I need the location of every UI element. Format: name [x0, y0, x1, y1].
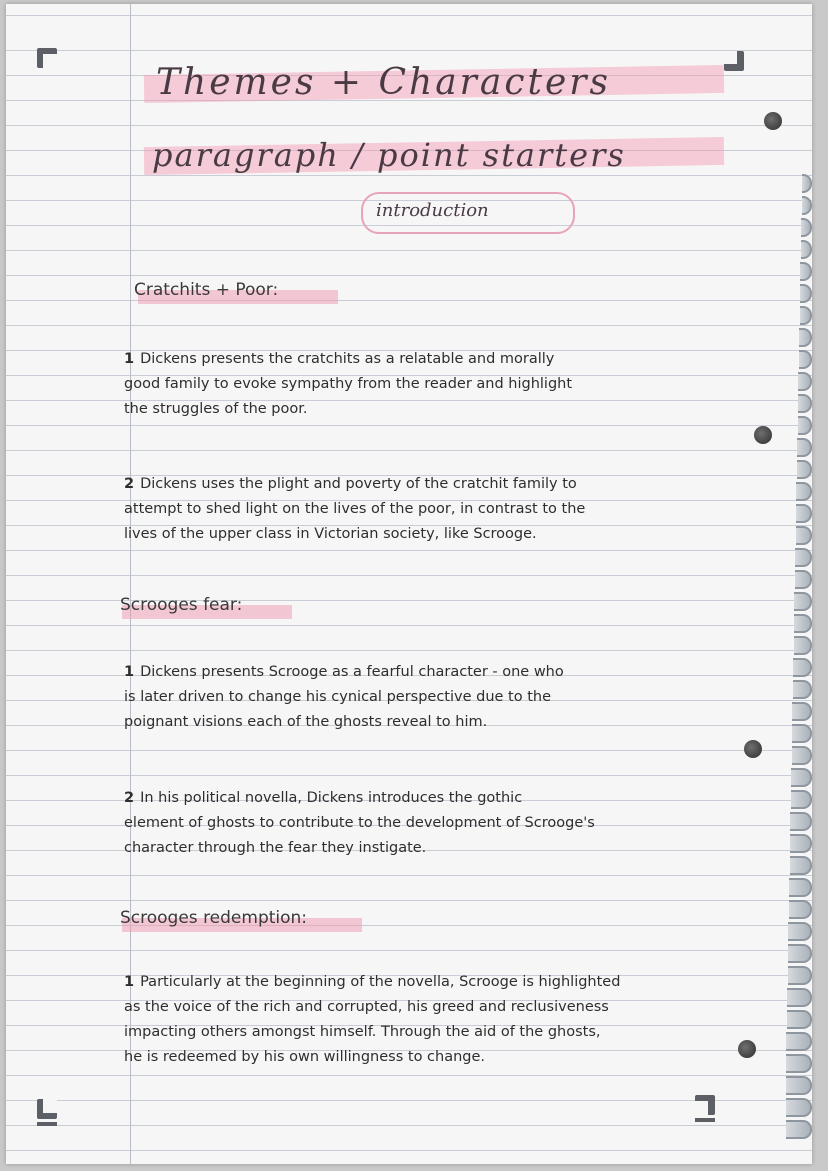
- spiral-ring: [796, 504, 812, 523]
- spiral-ring: [801, 218, 812, 237]
- punch-hole: [754, 426, 772, 444]
- spiral-ring: [802, 196, 812, 215]
- intro-label: introduction: [376, 200, 489, 221]
- spiral-ring: [789, 900, 812, 919]
- spiral-ring: [792, 702, 812, 721]
- point-line: In his political novella, Dickens introduces the gothic: [140, 790, 523, 806]
- spiral-ring: [800, 284, 812, 303]
- spiral-ring: [791, 768, 812, 787]
- point-line: as the voice of the rich and corrupted, his greed and reclusiveness: [124, 999, 609, 1015]
- point-line: is later driven to change his cynical perspective due to the: [124, 689, 552, 705]
- point-line: element of ghosts to contribute to the development of Scrooge's: [124, 815, 595, 831]
- point-line: attempt to shed light on the lives of the poor, in contrast to the: [124, 501, 586, 517]
- spiral-ring: [794, 592, 812, 611]
- corner-marker-bottom-right: [695, 1095, 715, 1115]
- point-cratchits-1: [124, 347, 794, 422]
- spiral-ring: [800, 306, 812, 325]
- corner-marker-bar-right: [695, 1118, 715, 1122]
- spiral-ring: [789, 878, 812, 897]
- point-line: poignant visions each of the ghosts reveal to him.: [124, 714, 488, 730]
- point-number: 2: [124, 790, 135, 806]
- spiral-ring: [799, 328, 812, 347]
- point-line: good family to evoke sympathy from the reader and highlight: [124, 376, 573, 392]
- spiral-ring: [794, 636, 812, 655]
- spiral-ring: [786, 1076, 812, 1095]
- point-fear-2: [124, 786, 794, 861]
- spiral-ring: [786, 1120, 812, 1139]
- spiral-ring: [792, 746, 812, 765]
- spiral-ring: [797, 438, 812, 457]
- spiral-ring: [800, 262, 812, 281]
- spiral-ring: [786, 1098, 812, 1117]
- spiral-ring: [798, 394, 812, 413]
- spiral-ring: [792, 724, 812, 743]
- point-line: Dickens presents the cratchits as a relatable and morally: [140, 351, 555, 367]
- point-line: Dickens presents Scrooge as a fearful character - one who: [140, 664, 564, 680]
- point-cratchits-2: [124, 472, 794, 547]
- point-line: Dickens uses the plight and poverty of the cratchit family to: [140, 476, 577, 492]
- spiral-ring: [799, 350, 812, 369]
- spiral-ring: [798, 416, 812, 435]
- punch-hole: [744, 740, 762, 758]
- spiral-ring: [793, 658, 812, 677]
- point-fear-1: [124, 660, 794, 735]
- section-heading-cratchits: Cratchits + Poor:: [134, 280, 279, 300]
- spiral-ring: [798, 372, 812, 391]
- point-number: 1: [124, 351, 135, 367]
- point-line: impacting others amongst himself. Through the aid of the ghosts,: [124, 1024, 601, 1040]
- point-line: character through the fear they instigate.: [124, 840, 427, 856]
- section-heading-fear: Scrooges fear:: [120, 595, 243, 615]
- spiral-ring: [797, 460, 812, 479]
- page-subtitle: paragraph / point starters: [152, 136, 626, 174]
- corner-marker-top-right: [724, 51, 744, 71]
- section-heading-redemption: Scrooges redemption:: [120, 908, 308, 928]
- spiral-ring: [796, 526, 812, 545]
- spiral-ring: [794, 614, 812, 633]
- point-number: 1: [124, 974, 135, 990]
- page-title: Themes + Characters: [156, 62, 611, 103]
- spiral-ring: [795, 548, 812, 567]
- corner-marker-top-left: [37, 48, 57, 68]
- corner-marker-bar-left: [37, 1122, 57, 1126]
- point-line: Particularly at the beginning of the novella, Scrooge is highlighted: [140, 974, 621, 990]
- point-line: the struggles of the poor.: [124, 401, 308, 417]
- point-redemption-1: [124, 970, 794, 1070]
- spiral-ring: [802, 174, 812, 193]
- corner-marker-bottom-left: [37, 1099, 57, 1119]
- notebook-page: [6, 4, 812, 1164]
- point-line: lives of the upper class in Victorian society, like Scrooge.: [124, 526, 537, 542]
- point-number: 1: [124, 664, 135, 680]
- spiral-ring: [796, 482, 812, 501]
- spiral-ring: [801, 240, 812, 259]
- spiral-ring: [788, 922, 812, 941]
- spiral-ring: [795, 570, 812, 589]
- point-number: 2: [124, 476, 135, 492]
- spiral-ring: [788, 944, 812, 963]
- punch-hole: [764, 112, 782, 130]
- point-line: he is redeemed by his own willingness to change.: [124, 1049, 486, 1065]
- spiral-ring: [793, 680, 812, 699]
